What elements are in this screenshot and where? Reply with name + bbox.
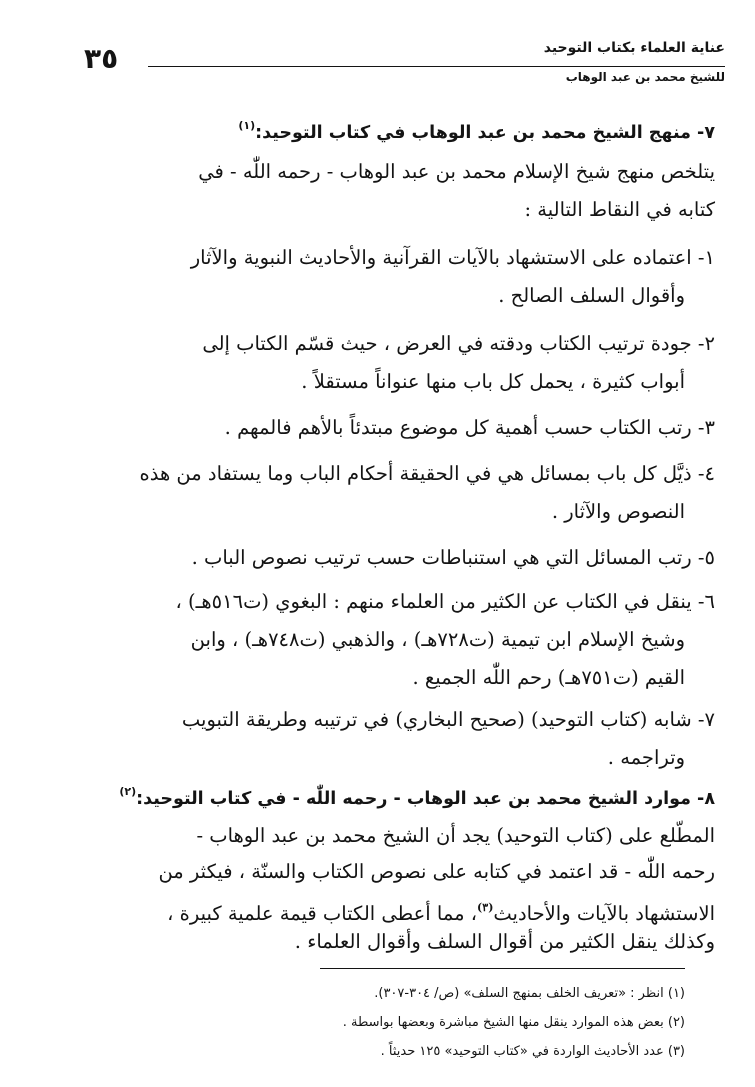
point-1-line-1: ١- اعتماده على الاستشهاد بالآيات القرآنية والأحاديث النبوية والآثار: [190, 246, 715, 269]
footnote-1: (١) انظر : «تعريف الخلف بمنهج السلف» (ص/ ٣٠٤-٣٠٧).: [374, 986, 685, 1001]
footnote-ref-3: (٣): [477, 901, 494, 914]
section-8-line-3: الاستشهاد بالآيات والأحاديث$^{(٣)}$، مما أعطى الكتاب قيمة علمية كبيرة ،: [167, 901, 715, 925]
section-8-line-2: رحمه اللّٰه - قد اعتمد في كتابه على نصوص الكتاب والسنّة ، فيكثر من: [158, 860, 715, 883]
section-8-heading: ٨- موارد الشيخ محمد بن عبد الوهاب - رحمه اللّٰه - في كتاب التوحيد:$^{(٢)}$: [119, 785, 715, 809]
section-7: [60, 112, 715, 772]
point-6-line-2: وشيخ الإسلام ابن تيمية (ت٧٢٨هـ) ، والذهبي (ت٧٤٨هـ) ، وابن: [190, 628, 685, 651]
point-1-line-2: وأقوال السلف الصالح .: [498, 284, 685, 307]
point-4-line-1: ٤- ذيَّل كل باب بمسائل هي في الحقيقة أحكام الباب وما يستفاد من هذه: [139, 462, 715, 485]
section-8-line-4: وكذلك ينقل الكثير من أقوال السلف وأقوال العلماء .: [294, 930, 715, 953]
footnote-2: (٢) بعض هذه الموارد ينقل منها الشيخ مباشرة وبعضها بواسطة .: [342, 1015, 685, 1030]
point-6-line-1: ٦- ينقل في الكتاب عن الكثير من العلماء منهم : البغوي (ت٥١٦هـ) ،: [175, 590, 715, 613]
section-8-line-1: المطّلع على (كتاب التوحيد) يجد أن الشيخ محمد بن عبد الوهاب -: [196, 824, 715, 847]
running-header-author: للشيخ محمد بن عبد الوهاب: [565, 70, 725, 84]
point-6-line-3: القيم (ت٧٥١هـ) رحم اللّٰه الجميع .: [412, 666, 685, 689]
point-7-line-1: ٧- شابه (كتاب التوحيد) (صحيح البخاري) في ترتيبه وطريقة التبويب: [181, 708, 715, 731]
header-rule: [148, 66, 725, 67]
section-7-intro-line-1: يتلخص منهج شيخ الإسلام محمد بن عبد الوهاب - رحمه اللّٰه - في: [198, 160, 715, 183]
point-3-line-1: ٣- رتب الكتاب حسب أهمية كل موضوع مبتدئاً بالأهم فالمهم .: [224, 416, 715, 439]
point-5-line-1: ٥- رتب المسائل التي هي استنباطات حسب ترتيب نصوص الباب .: [191, 546, 715, 569]
section-8: [60, 778, 715, 958]
footnote-ref-1: (١): [238, 119, 256, 132]
point-7-line-2: وتراجمه .: [607, 746, 685, 769]
section-7-intro-line-2: كتابه في النقاط التالية :: [524, 198, 715, 221]
running-header-title: عناية العلماء بكتاب التوحيد: [543, 40, 725, 56]
point-2-line-2: أبواب كثيرة ، يحمل كل باب منها عنواناً مستقلاً .: [301, 370, 685, 393]
point-4-line-2: النصوص والآثار .: [551, 500, 685, 523]
page-number: ٣٥: [84, 42, 119, 75]
section-7-heading: ٧- منهج الشيخ محمد بن عبد الوهاب في كتاب التوحيد:$^{(١)}$: [238, 119, 715, 143]
footnote-3: (٣) عدد الأحاديث الواردة في «كتاب التوحيد» ١٢٥ حديثاً .: [380, 1044, 685, 1059]
point-2-line-1: ٢- جودة ترتيب الكتاب ودقته في العرض ، حيث قسّم الكتاب إلى: [202, 332, 715, 355]
footnote-ref-2: (٢): [119, 785, 137, 798]
footnote-rule: [320, 968, 685, 969]
